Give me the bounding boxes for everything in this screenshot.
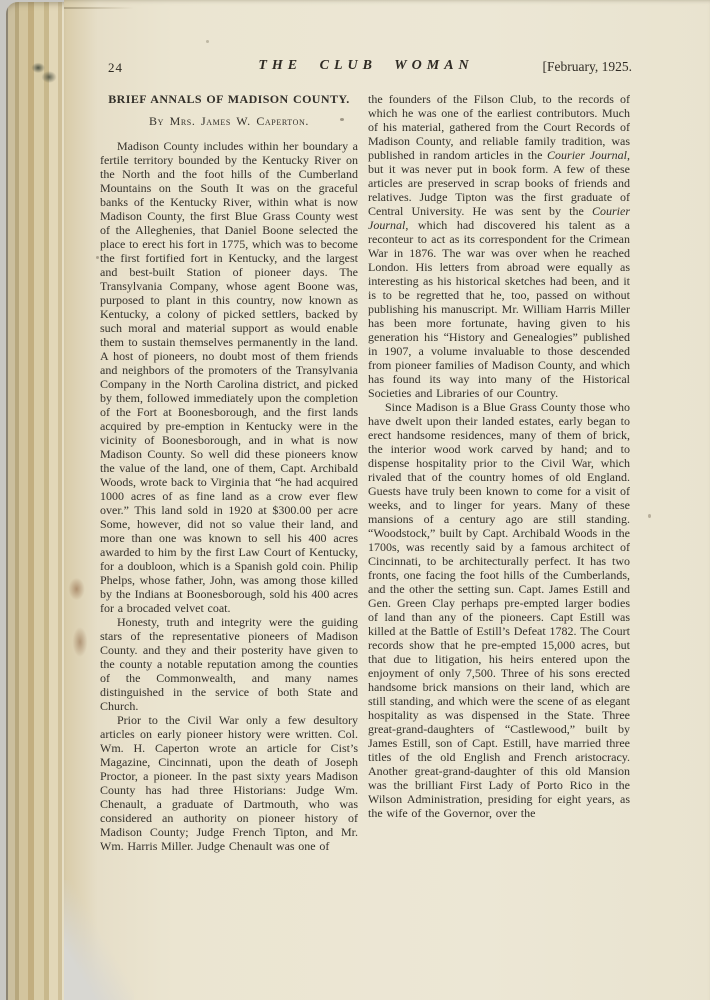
scanned-page <box>64 0 710 1000</box>
running-header <box>100 58 632 78</box>
paragraph: the founders of the Filson Club, to the records of which he was one of the earliest contributors. Much of his material, gathered from the Court Records of Madison County, and reliable family tradition, was published in random articles in the Courier Journal, but it was never put in book form. A few of these articles are preserved in scrap books of friends and relatives. Judge Tipton was the first graduate of Central University. He was sent by the Courier Journal, which had discovered his talent as a reconteur to act as its correspondent for the Crimean War in 1876. The war was over when he reached London. His letters from abroad were equally as interesting as his historical sketches had been, and it is to be regretted that he, too, passed on without publishing his manuscript. Mr. William Harris Miller has been more fortunate, having given to his generation his “History and Genealogies” published in 1907, a volume invaluable to those descended from pioneer families of Madison County, and which has found its way into many of the Historical Societies and Libraries of our Country. <box>368 92 630 400</box>
article-title: BRIEF ANNALS OF MADISON COUNTY. <box>108 92 350 106</box>
paragraph: Since Madison is a Blue Grass County those who have dwelt upon their landed estates, early began to erect handsome residences, many of them of brick, the interior wood work carved by hand; and to dispense hospitality prior to the Civil War, which rivaled that of the country homes of old England. Guests have truly been known to come for a visit of weeks, and to linger for years. Many of these mansions of a century ago are still standing. “Woodstock,” built by Capt. Archibald Woods in the 1700s, was recently said by a famous architect of Cincinnati, to be architecturally perfect. It has two fronts, one facing the foot hills of the Cumberlands, and the other the setting sun. Capt. James Estill and Gen. Green Clay perhaps pre-empted larger bodies of land than any of the pioneers. Capt Estill was killed at the Battle of Estill’s Defeat 1782. The Court records show that he pre-empted 15,000 acres, but that due to litigation, his heirs entered upon the enjoyment of only 7,500. Three of his sons erected handsome brick mansions on their land, which are still standing, and which were the scene of as elegant hospitality as was dispensed in the State. Three great-grand-daughters of “Castlewood,” built by James Estill, son of Capt. Estill, have married three titles of the old English and French aristocracy. Another great-grand-daughter of this old Mansion was the brilliant First Lady of Porto Rico in the Wilson Administration, presiding for eight years, as the wife of the Governor, over the <box>368 400 630 820</box>
paragraph: Honesty, truth and integrity were the guiding stars of the representative pioneers of Madison County. and they and their posterity have given to the county a notable reputation among the counties of the Commonwealth, and many names distinguished in the service of both State and Church. <box>100 615 358 713</box>
left-column <box>100 92 358 853</box>
journal-title: THE CLUB WOMAN <box>258 58 474 73</box>
right-column <box>368 92 630 820</box>
issue-date: [February, 1925. <box>542 59 632 74</box>
page-number: 24 <box>108 60 123 75</box>
paragraph: Madison County includes within her boundary a fertile territory bounded by the Kentucky River on the North and the foot hills of the Cumberland Mountains on the South It was on the graceful banks of the Kentucky River, within what is now Madison County, the first Blue Grass County west of the Alleghenies, that Daniel Boone selected the place to erect his fort in 1775, which was to become the first fortified fort in Kentucky, and the largest and best-built Station of pioneer days. The Transylvania Company, whose agent Boone was, purposed to plant in this country, now known as Kentucky, a colony of picked settlers, backed by such moral and material support as would enable them to sustain themselves permanently in the land. A host of pioneers, no doubt most of them friends and neighbors of the promoters of the Transylvania Company in the North Carolina district, and picked by them, followed immediately upon the completion of the Fort at Boonesborough, and the first lands acquired by pre-emption in Kentucky were in the vicinity of Boonesborough, and in what is now Madison County. So well did these pioneers know the value of the land, one of them, Capt. Archibald Woods, wrote back to Virginia that “he had acquired 1000 acres of as fine land as a crow ever flew over.” This land sold in 1920 at $300.00 per acre Some, however, did not so value their land, and more than one was known to sell his 400 acres awarded to him by the first Law Court of Kentucky, for a doubloon, which is a Spanish gold coin. Philip Phelps, whose father, John, was among those killed by the Indians at Boonesborough, sold his 400 acres for a brocaded velvet coat. <box>100 139 358 615</box>
article-byline: By Mrs. James W. Caperton. <box>148 114 309 128</box>
page-top-edge-line <box>64 7 134 9</box>
book-page-edges <box>6 2 70 1000</box>
paragraph: Prior to the Civil War only a few desultory articles on early pioneer history were written. Col. Wm. H. Caperton wrote an article for Cist’s Magazine, Cincinnati, upon the death of Joseph Proctor, a pioneer. In the past sixty years Madison County has had three Historians: Judge Wm. Chenault, a graduate of Dartmouth, who was considered an authority on pioneer history of Madison County; Judge French Tipton, and Mr. Wm. Harris Miller. Judge Chenault was one of <box>100 713 358 853</box>
scan-corner-highlight <box>64 880 134 1000</box>
